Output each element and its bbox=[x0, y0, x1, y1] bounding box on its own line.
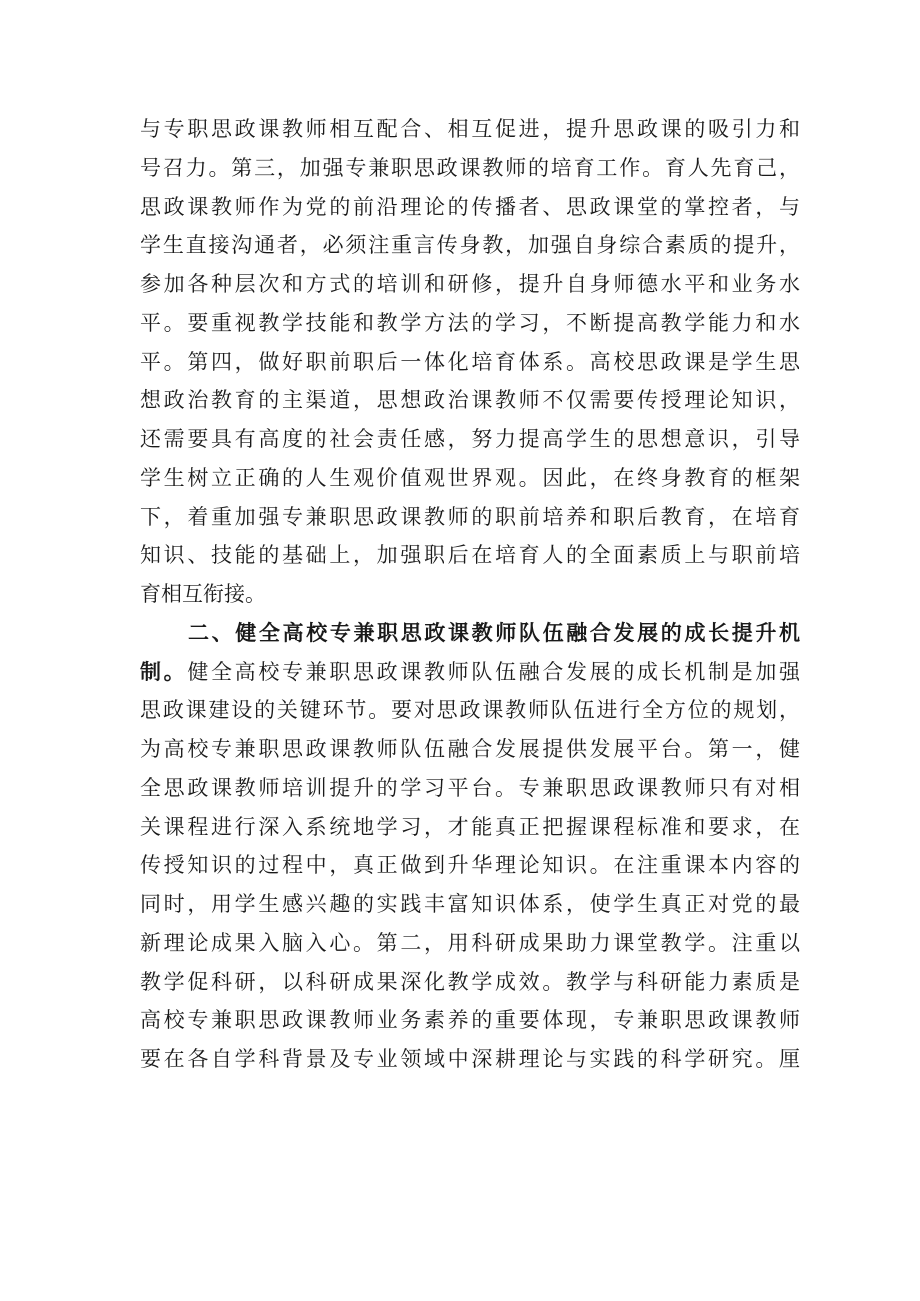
text-line: 为高校专兼职思政课教师队伍融合发展提供发展平台。第一，健 bbox=[140, 737, 800, 761]
section-heading: 二、健全高校专兼职思政课教师队伍融合发展的成长提升机 bbox=[188, 620, 800, 645]
text-line: 思政课建设的关键环节。要对思政课教师队伍进行全方位的规划， bbox=[140, 698, 800, 723]
text-line: 还需要具有高度的社会责任感，努力提高学生的思想意识，引导 bbox=[140, 427, 800, 451]
text-line: 传授知识的过程中，真正做到升华理论知识。在注重课本内容的 bbox=[140, 853, 800, 878]
section-heading-continuation bbox=[140, 653, 800, 692]
text-line: 教学促科研，以科研成果深化教学成效。教学与科研能力素质是 bbox=[140, 969, 800, 994]
text-line: 平。要重视教学技能和教学方法的学习，不断提高教学能力和水 bbox=[140, 310, 800, 335]
text-line: 参加各种层次和方式的培训和研修，提升自身师德水平和业务水 bbox=[140, 272, 800, 296]
section-heading-end: 制。 bbox=[140, 659, 188, 684]
text-line: 新理论成果入脑入心。第二，用科研成果助力课堂教学。注重以 bbox=[140, 930, 800, 955]
text-line: 号召力。第三，加强专兼职思政课教师的培育工作。育人先育己， bbox=[140, 155, 800, 180]
document-body bbox=[140, 110, 800, 1079]
text-line: 平。第四，做好职前职后一体化培育体系。高校思政课是学生思 bbox=[140, 349, 800, 374]
text-line: 高校专兼职思政课教师业务素养的重要体现，专兼职思政课教师 bbox=[140, 1008, 800, 1033]
text-line: 思政课教师作为党的前沿理论的传播者、思政课堂的掌控者，与 bbox=[140, 194, 800, 219]
text-line: 学生树立正确的人生观价值观世界观。因此，在终身教育的框架 bbox=[140, 465, 800, 490]
text-line: 想政治教育的主渠道，思想政治课教师不仅需要传授理论知识， bbox=[140, 388, 800, 413]
text-line: 关课程进行深入系统地学习，才能真正把握课程标准和要求，在 bbox=[140, 814, 800, 839]
text-line: 下，着重加强专兼职思政课教师的职前培养和职后教育，在培育 bbox=[140, 504, 800, 529]
text-line: 全思政课教师培训提升的学习平台。专兼职思政课教师只有对相 bbox=[140, 775, 800, 800]
text-line: 知识、技能的基础上，加强职后在培育人的全面素质上与职前培 bbox=[140, 543, 800, 568]
text-fragment: 健全高校专兼职思政课教师队伍融合发展的成长机制是加强 bbox=[187, 659, 800, 684]
text-line: 要在各自学科背景及专业领域中深耕理论与实践的科学研究。厘 bbox=[140, 1047, 800, 1071]
text-line: 与专职思政课教师相互配合、相互促进，提升思政课的吸引力和 bbox=[140, 117, 800, 141]
text-line: 育相互衔接。 bbox=[140, 582, 266, 606]
text-line: 同时，用学生感兴趣的实践丰富知识体系，使学生真正对党的最 bbox=[140, 892, 800, 916]
text-line: 学生直接沟通者，必须注重言传身教，加强自身综合素质的提升， bbox=[140, 233, 800, 258]
